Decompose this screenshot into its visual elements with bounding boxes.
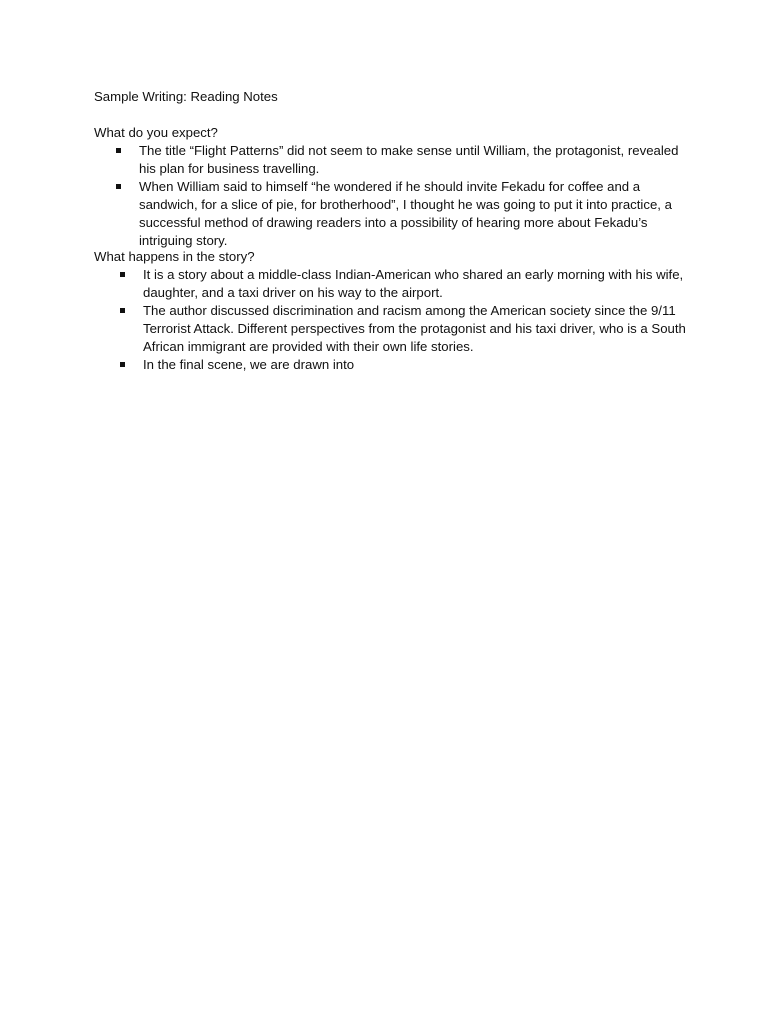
list-item — [120, 356, 686, 374]
document-title: Sample Writing: Reading Notes — [94, 89, 278, 104]
list-item — [120, 266, 686, 302]
bullet-list-expect — [116, 142, 686, 249]
list-item — [116, 178, 686, 250]
square-bullet-icon — [120, 362, 125, 367]
bullet-text: The author discussed discrimination and racism among the American society since the 9/11 Terrorist Attack. Different perspectives from the protagonist and his taxi driver, who is a South African immigrant are provided with their own life stories. — [143, 302, 686, 354]
list-item — [120, 302, 686, 356]
bullet-text: The title “Flight Patterns” did not seem to make sense until William, the protagonist, revealed his plan for business travelling. — [139, 143, 679, 176]
list-item — [116, 142, 686, 178]
square-bullet-icon — [116, 148, 121, 153]
section-heading-expect: What do you expect? — [94, 125, 218, 140]
section-heading-happens: What happens in the story? — [94, 249, 255, 264]
square-bullet-icon — [120, 272, 125, 277]
square-bullet-icon — [120, 308, 125, 313]
square-bullet-icon — [116, 184, 121, 189]
bullet-text: It is a story about a middle-class Indian-American who shared an early morning with his wife, daughter, and a taxi driver on his way to the airport. — [143, 267, 684, 300]
bullet-list-happens — [120, 266, 686, 373]
bullet-text: When William said to himself “he wondered if he should invite Fekadu for coffee and a sandwich, for a slice of pie, for brotherhood”, I thought he was going to put it into practice, a successful method of drawing readers into a possibility of hearing more about Fekadu’s intriguing story. — [139, 178, 672, 248]
bullet-text: In the final scene, we are drawn into — [143, 356, 355, 372]
